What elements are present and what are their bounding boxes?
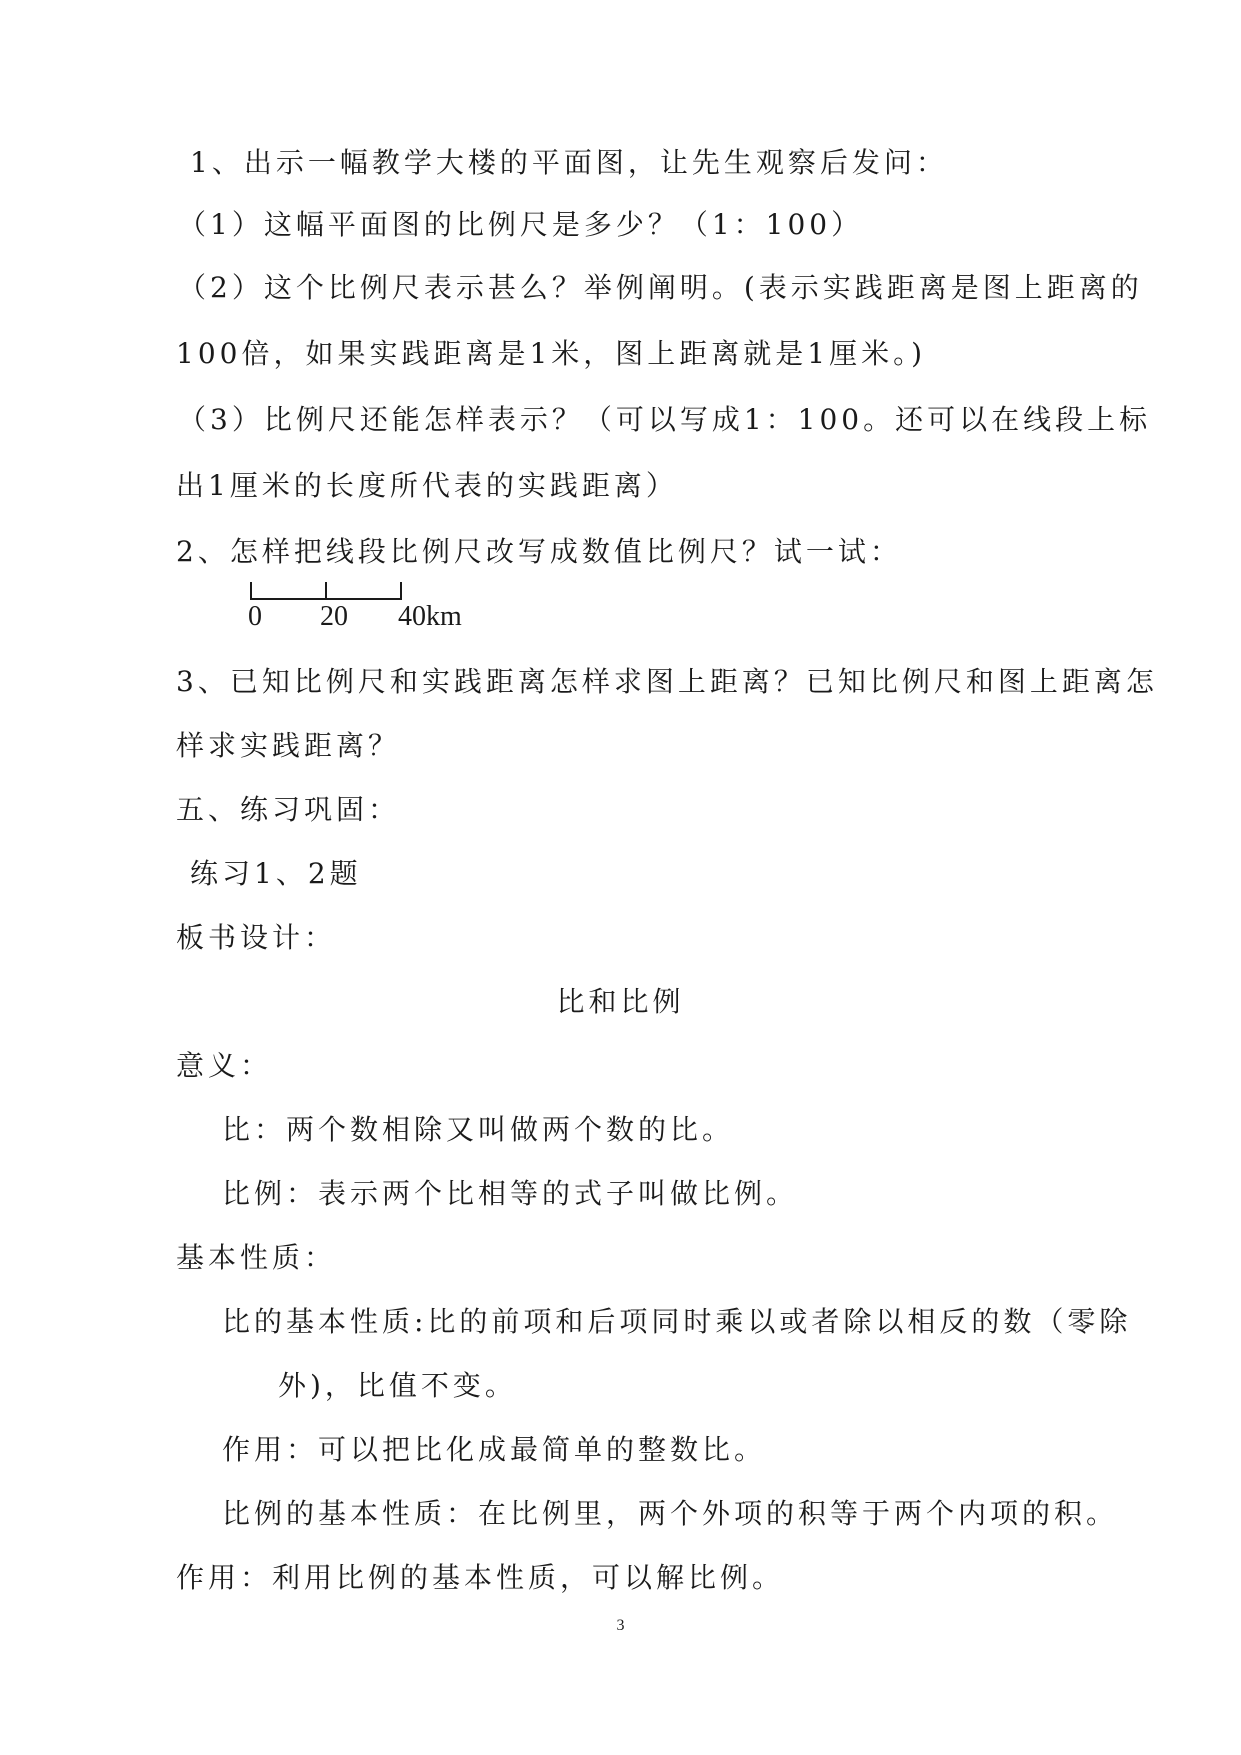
scale-label-20: 20 [320, 601, 348, 632]
text-line-4: 100倍，如果实践距离是1米，图上距离就是1厘米。) [176, 337, 926, 370]
section-heading-practice: 五、练习巩固： [176, 793, 401, 826]
text-line-16: 比例：表示两个比相等的式子叫做比例。 [222, 1177, 799, 1210]
text-line-18: 比的基本性质:比的前项和后项同时乘以或者除以相反的数（零除 [222, 1305, 1132, 1338]
text-line-7: 2、怎样把线段比例尺改写成数值比例尺？试一试： [176, 535, 902, 568]
text-line-11: 练习1、2题 [190, 857, 362, 890]
page-number: 3 [616, 1617, 625, 1634]
text-line-14: 意义： [176, 1049, 273, 1082]
text-line-6: 出1厘米的长度所代表的实践距离） [176, 469, 678, 502]
text-line-2: （1）这幅平面图的比例尺是多少？（1：100） [178, 208, 864, 241]
scale-label-40km: 40km [398, 601, 462, 632]
text-line-1: 1、出示一幅教学大楼的平面图，让先生观察后发问： [190, 146, 948, 179]
text-line-9: 样求实践距离？ [176, 729, 401, 762]
text-line-17: 基本性质： [176, 1241, 337, 1274]
section-heading-board: 板书设计： [176, 921, 337, 954]
text-line-5: （3）比例尺还能怎样表示？（可以写成1：100。还可以在线段上标 [178, 403, 1152, 436]
text-line-20: 作用：可以把比化成最简单的整数比。 [222, 1433, 767, 1466]
text-line-22: 作用：利用比例的基本性质，可以解比例。 [176, 1561, 785, 1594]
scale-label-0: 0 [248, 601, 262, 632]
board-title: 比和比例 [556, 985, 685, 1018]
text-line-3: （2）这个比例尺表示甚么？举例阐明。(表示实践距离是图上距离的 [178, 271, 1143, 304]
scale-bar-figure [250, 580, 410, 602]
text-line-8: 3、已知比例尺和实践距离怎样求图上距离？已知比例尺和图上距离怎 [176, 665, 1158, 698]
text-line-21: 比例的基本性质：在比例里，两个外项的积等于两个内项的积。 [222, 1497, 1119, 1530]
text-line-15: 比：两个数相除又叫做两个数的比。 [222, 1113, 735, 1146]
text-line-19: 外)，比值不变。 [278, 1369, 517, 1402]
